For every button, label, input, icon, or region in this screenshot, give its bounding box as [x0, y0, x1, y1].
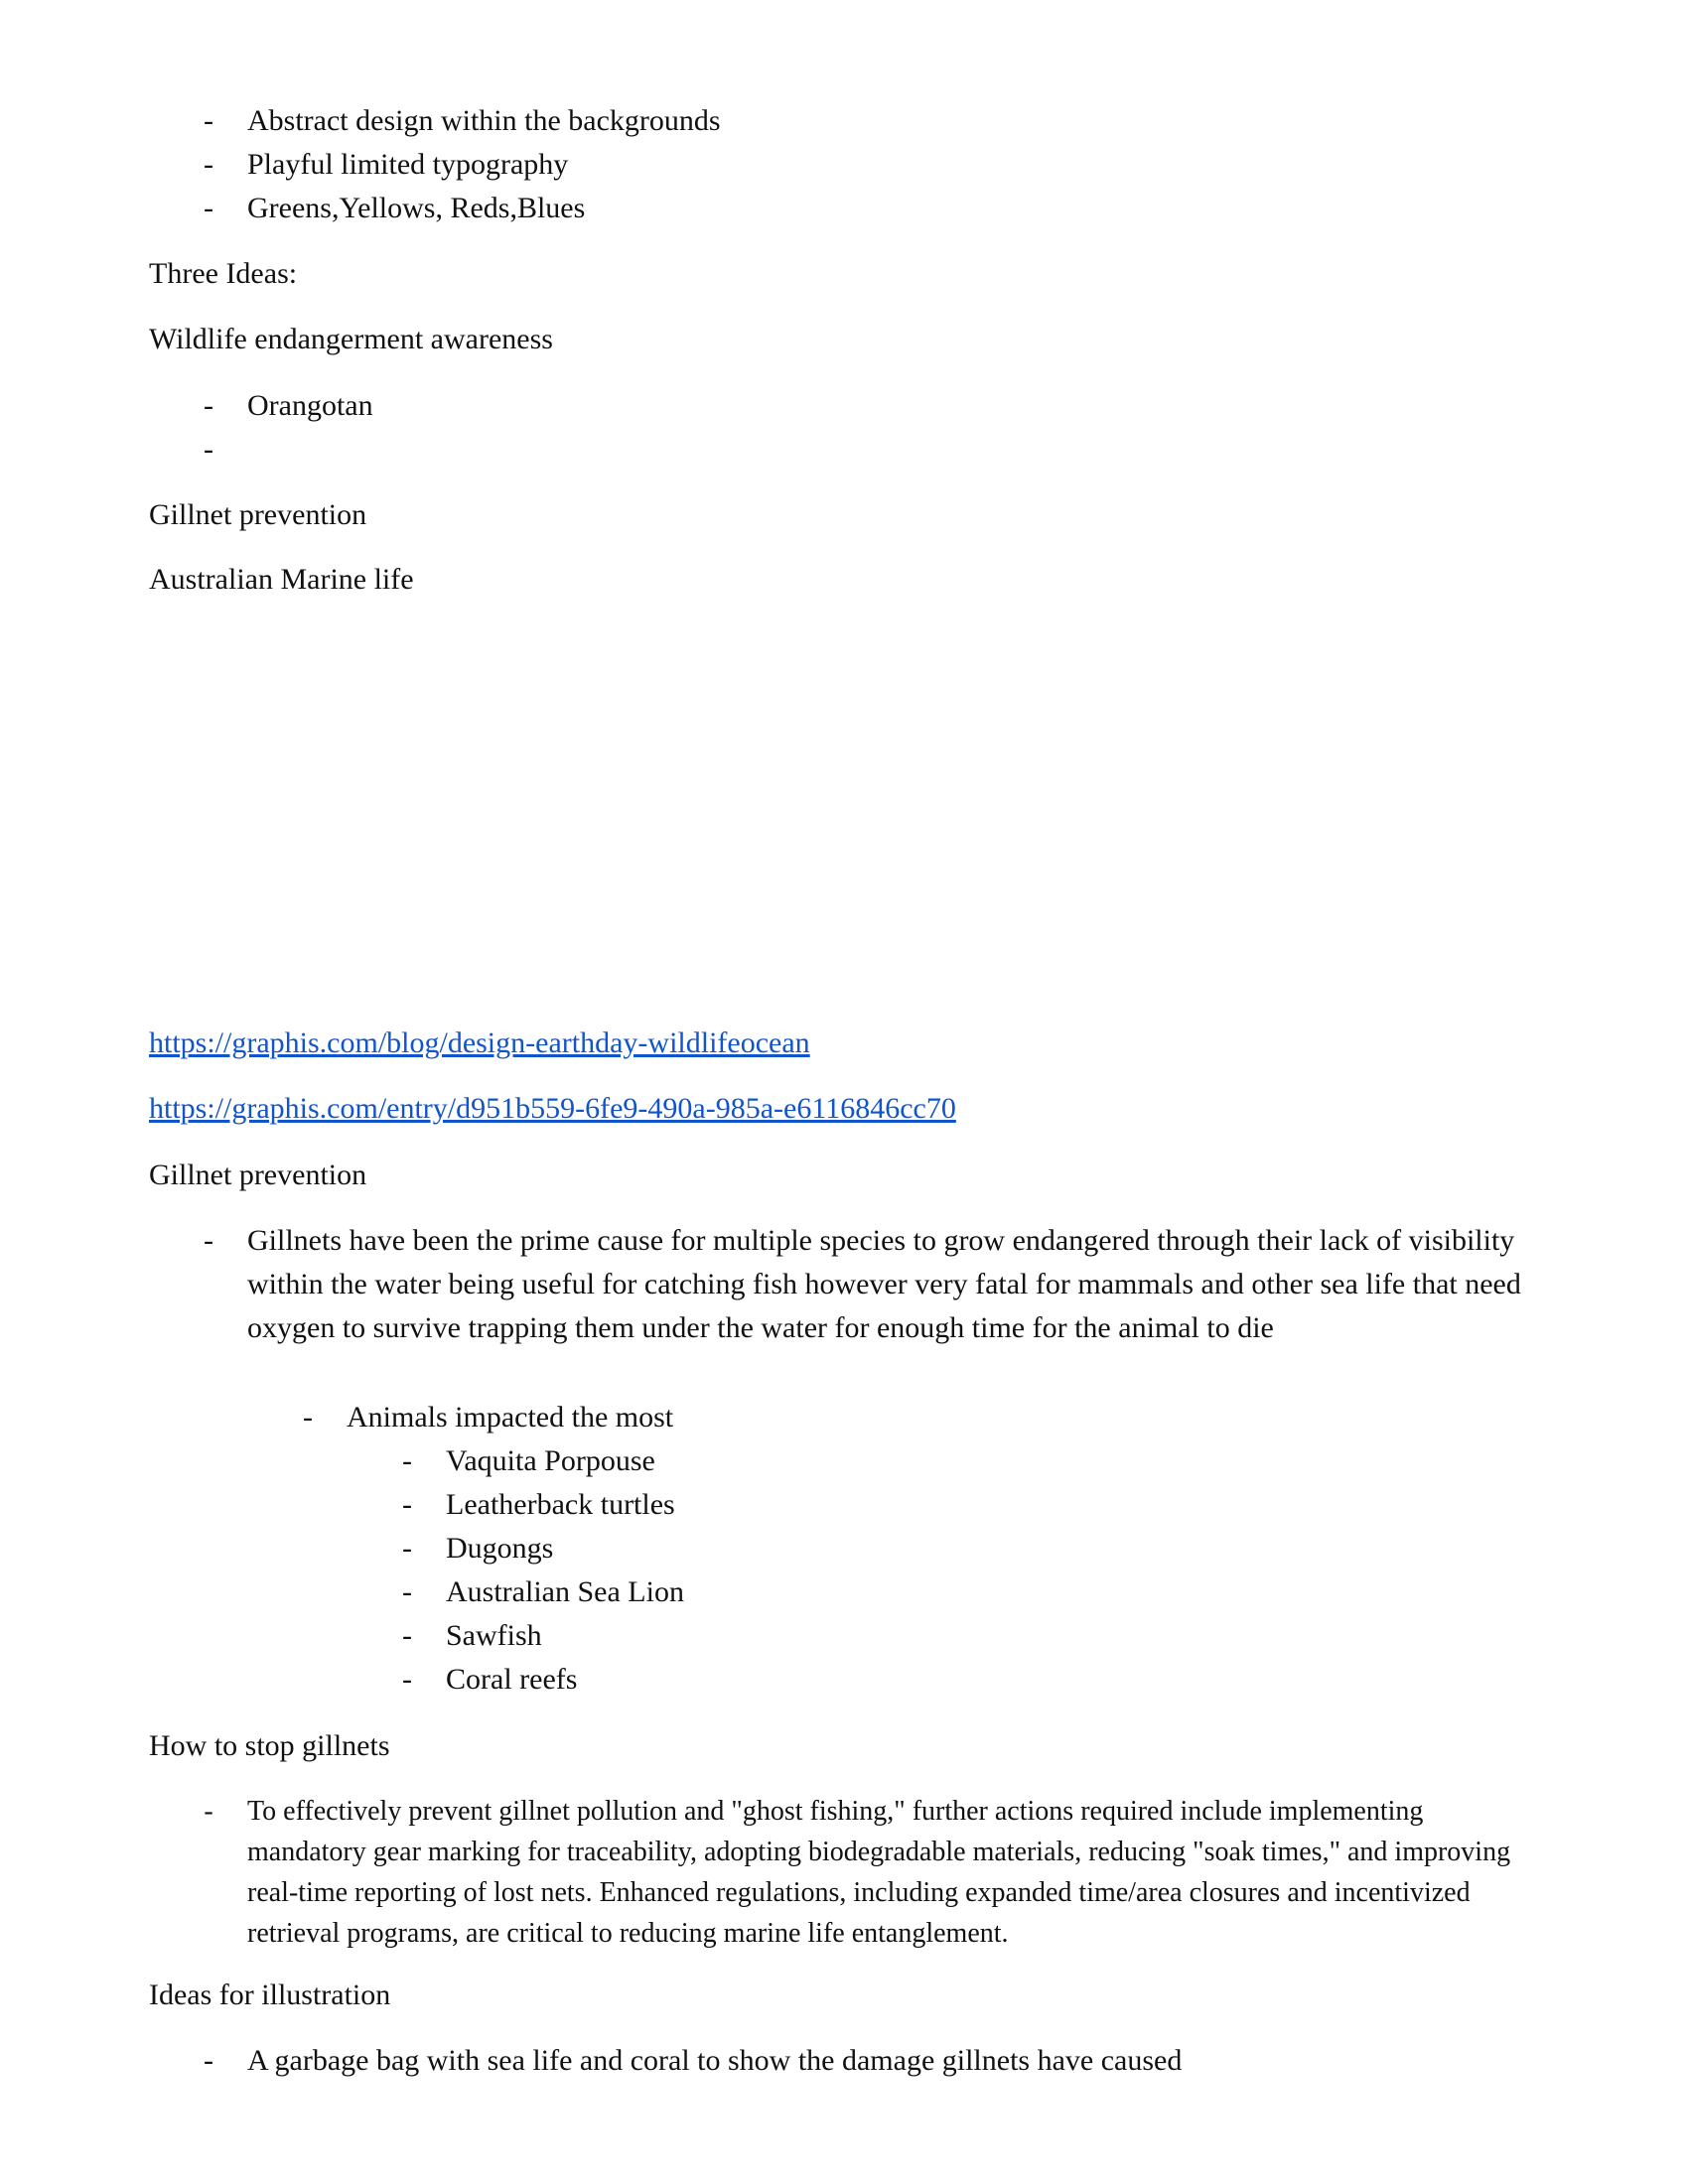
wildlife-heading: Wildlife endangerment awareness	[149, 323, 553, 355]
list-item-text: Animals impacted the most	[347, 1401, 674, 1433]
list-item-text: Australian Sea Lion	[446, 1575, 684, 1608]
marine-heading: Australian Marine life	[149, 563, 414, 596]
list-item-text: Playful limited typography	[247, 148, 569, 181]
bullet-dash: -	[402, 1444, 412, 1477]
list-item-text: A garbage bag with sea life and coral to show the damage gillnets have caused	[247, 2044, 1183, 2077]
list-item-text: Greens,Yellows, Reds,Blues	[247, 192, 586, 224]
bullet-dash: -	[204, 1796, 213, 1827]
bullet-dash: -	[402, 1663, 412, 1696]
list-item-text: Vaquita Porpouse	[446, 1444, 655, 1477]
list-item-text: Sawfish	[446, 1619, 542, 1652]
bullet-dash: -	[204, 433, 213, 466]
bullet-dash: -	[204, 192, 213, 224]
bullet-dash: -	[204, 1224, 213, 1257]
three-ideas-heading: Three Ideas:	[149, 257, 298, 290]
bullet-dash: -	[204, 104, 213, 137]
graphis-blog-link[interactable]: https://graphis.com/blog/design-earthday-wildlifeocean	[149, 1026, 810, 1059]
graphis-entry-link[interactable]: https://graphis.com/entry/d951b559-6fe9-490a-985a-e6116846cc70	[149, 1092, 956, 1125]
list-item-text: Leatherback turtles	[446, 1488, 675, 1521]
list-item-text: Coral reefs	[446, 1663, 578, 1696]
bullet-dash: -	[204, 2044, 213, 2077]
bullet-dash: -	[204, 148, 213, 181]
list-item-text: Abstract design within the backgrounds	[247, 104, 721, 137]
bullet-dash: -	[402, 1575, 412, 1608]
bullet-dash: -	[402, 1488, 412, 1521]
stop-paragraph: To effectively prevent gillnet pollution and "ghost fishing," further actions required include implementing mandatory gear marking for traceability, adopting biodegradable materials, reducing "soak times," and improving real-time reporting of lost nets. Enhanced regulations, including expanded time/area closures and incentivized retrieval programs, are critical to reducing marine life entanglement.	[247, 1796, 1511, 1949]
list-item-text: Dugongs	[446, 1532, 554, 1565]
stop-heading: How to stop gillnets	[149, 1729, 390, 1762]
gillnet-heading: Gillnet prevention	[149, 498, 367, 531]
bullet-dash: -	[402, 1532, 412, 1565]
link-line	[149, 1022, 810, 1065]
bullet-dash: -	[204, 389, 213, 422]
gillnet-paragraph: Gillnets have been the prime cause for multiple species to grow endangered through their lack of visibility within the water being useful for catching fish however very fatal for mammals and other sea life that need oxygen to survive trapping them under the water for enough time for the animal to die	[247, 1224, 1521, 1344]
bullet-dash: -	[303, 1401, 313, 1433]
illustration-heading: Ideas for illustration	[149, 1979, 391, 2011]
bullet-dash: -	[402, 1619, 412, 1652]
gillnet-heading: Gillnet prevention	[149, 1159, 367, 1191]
list-item-text: Orangotan	[247, 389, 373, 422]
link-line	[149, 1087, 956, 1131]
